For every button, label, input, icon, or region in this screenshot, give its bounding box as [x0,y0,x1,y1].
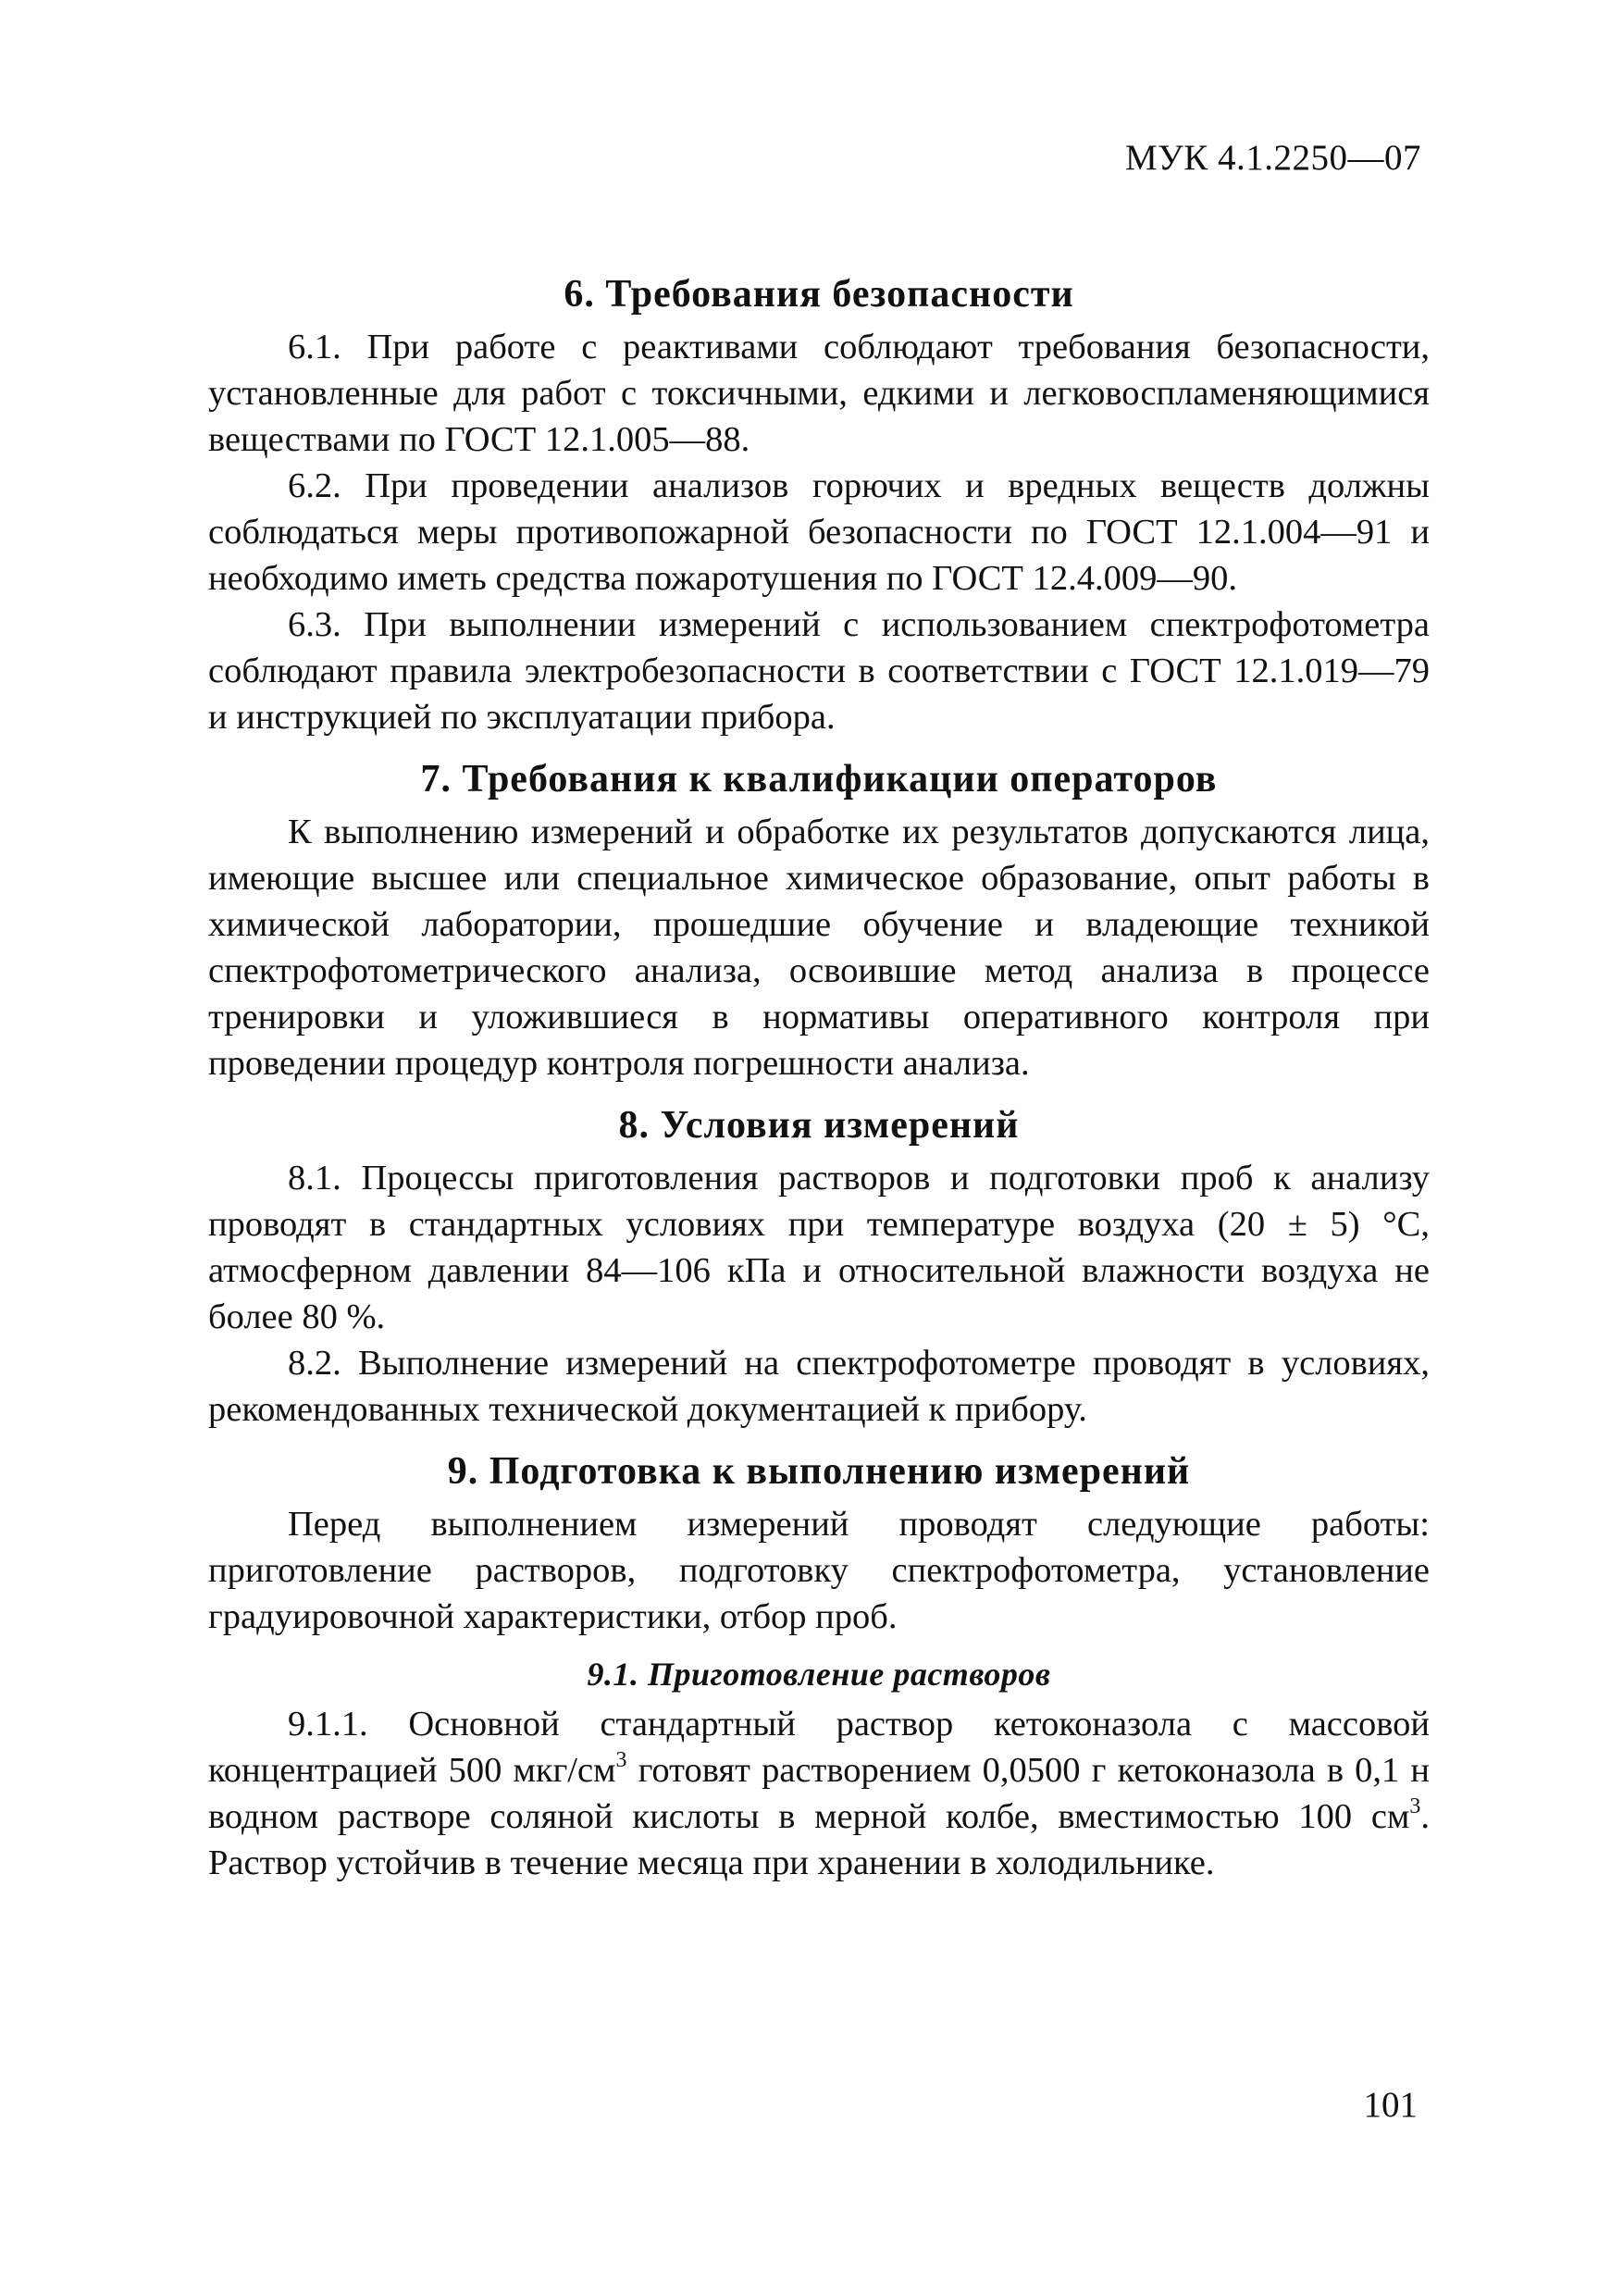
superscript-3: 3 [1409,1794,1421,1818]
section-9-title: 9. Подготовка к выполнению измерений [447,1450,1191,1493]
paragraph-9: Перед выполнением измерений проводят следующие работы: приготовление растворов, подготовку спектрофотометра, установление градуировочной характеристики, отбор проб. [208,1505,1430,1636]
paragraph-7: К выполнению измерений и обработке их результатов допускаются лица, имеющие высшее или специальное химическое образование, опыт работы в химической лаборатории, прошедшие обучение и владеющие техникой спектрофотометрического анализа, освоившие метод анализа в процессе тренировки и уложившиеся в нормативы оперативного контроля при проведении процедур контроля погрешности анализа. [208,813,1430,1083]
document-code: МУК 4.1.2250—07 [1124,138,1421,178]
section-6-title: 6. Требования безопасности [564,273,1074,316]
subsection-9-1-title: 9.1. Приготовление растворов [587,1656,1051,1693]
paragraph-9-1-1 [208,1701,1430,1886]
paragraph-6-2: 6.2. При проведении анализов горючих и вредных веществ должны соблюдаться меры противопожарной безопасности по ГОСТ 12.1.004—91 и необходимо иметь средства пожаротушения по ГОСТ 12.4.009—90. [208,466,1430,598]
p911-text-c: . Раствор устойчив в течение месяца при хранении в холодильнике. [208,1797,1430,1882]
page-content [208,268,1430,1886]
paragraph-6-1: 6.1. При работе с реактивами соблюдают требования безопасности, установленные для работ с токсичными, едкими и легковоспламеняющимися веществами по ГОСТ 12.1.005—88. [208,328,1430,459]
paragraph-8-1: 8.1. Процессы приготовления растворов и подготовки проб к анализу проводят в стандартных условиях при температуре воздуха (20 ± 5) °С, атмосферном давлении 84—106 кПа и относительной влажности воздуха не более 80 %. [208,1159,1430,1336]
p911-text-b: готовят растворением 0,0500 г кетоконазола в 0,1 н водном растворе соляной кислоты в мерной колбе, вместимостью 100 см [208,1751,1431,1836]
superscript-3: 3 [615,1748,627,1772]
section-8-title: 8. Условия измерений [618,1104,1020,1147]
paragraph-6-3: 6.3. При выполнении измерений с использованием спектрофотометра соблюдают правила электробезопасности в соответствии с ГОСТ 12.1.019—79 и инструкцией по эксплуатации прибора. [208,605,1430,737]
p911-text-a: 9.1.1. Основной стандартный раствор кетоконазола с массовой концентрацией 500 мкг/см [208,1705,1430,1790]
paragraph-8-2: 8.2. Выполнение измерений на спектрофотометре проводят в условиях, рекомендованных технической документацией к прибору. [208,1344,1430,1429]
section-8 [208,1099,1430,1433]
page-number: 101 [1363,2085,1418,2125]
section-7 [208,753,1430,1086]
section-6 [208,268,1430,740]
section-7-title: 7. Требования к квалификации операторов [420,758,1218,800]
section-9 [208,1446,1430,1886]
